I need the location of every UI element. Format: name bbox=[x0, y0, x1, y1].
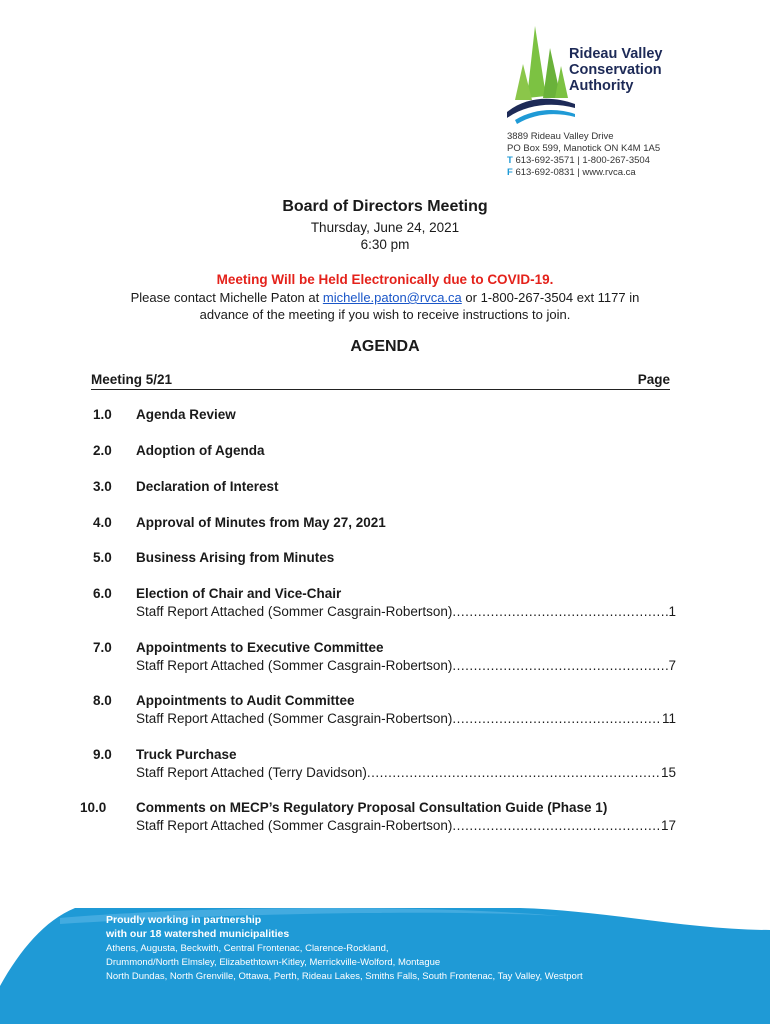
item-title: Declaration of Interest bbox=[136, 479, 279, 494]
dot-leader bbox=[452, 658, 668, 673]
item-detail-row bbox=[136, 765, 676, 780]
item-title: Election of Chair and Vice-Chair bbox=[136, 586, 342, 601]
contact-email-link[interactable]: michelle.paton@rvca.ca bbox=[322, 290, 462, 305]
item-title: Business Arising from Minutes bbox=[136, 550, 335, 565]
dot-leader bbox=[367, 765, 661, 780]
footer-line4: Drummond/North Elmsley, Elizabethtown-Kitley, Merrickville-Wolford, Montague bbox=[106, 957, 441, 968]
rvca-logo-icon bbox=[505, 26, 575, 126]
item-page: 11 bbox=[661, 711, 676, 726]
item-title: Appointments to Audit Committee bbox=[136, 693, 355, 708]
footer-line5: North Dundas, North Grenville, Ottawa, Perth, Rideau Lakes, Smiths Falls, South Frontenac, Tay Valley, Westport bbox=[106, 971, 583, 982]
item-number: 4.0 bbox=[93, 515, 112, 530]
meeting-label: Meeting 5/21 bbox=[91, 372, 173, 387]
footer-line1: Proudly working in partnership bbox=[106, 914, 262, 926]
item-page: 7 bbox=[668, 658, 676, 673]
dot-leader bbox=[452, 604, 668, 619]
meeting-date: Thursday, June 24, 2021 bbox=[310, 220, 460, 235]
item-number: 1.0 bbox=[93, 407, 112, 422]
meeting-title: Board of Directors Meeting bbox=[282, 198, 488, 215]
item-detail-row bbox=[136, 658, 676, 673]
item-title: Approval of Minutes from May 27, 2021 bbox=[136, 515, 386, 530]
item-detail-row bbox=[136, 604, 676, 619]
contact-before: Please contact Michelle Paton at bbox=[130, 290, 323, 305]
dot-leader bbox=[452, 818, 661, 833]
meeting-row bbox=[91, 372, 670, 390]
item-page: 1 bbox=[668, 604, 676, 619]
item-detail: Staff Report Attached (Sommer Casgrain-Robertson) bbox=[136, 604, 453, 619]
item-detail: Staff Report Attached (Terry Davidson) bbox=[136, 765, 367, 780]
org-name-line1: Rideau Valley bbox=[569, 46, 663, 62]
item-page: 15 bbox=[660, 765, 676, 780]
org-name-line3: Authority bbox=[569, 78, 634, 94]
phone-prefix: T bbox=[507, 155, 513, 166]
address-fax bbox=[507, 167, 636, 179]
item-number: 8.0 bbox=[93, 693, 112, 708]
agenda-heading: AGENDA bbox=[350, 338, 420, 355]
item-page: 17 bbox=[660, 818, 676, 833]
item-detail-row bbox=[136, 818, 676, 833]
page-label: Page bbox=[637, 372, 670, 387]
item-detail: Staff Report Attached (Sommer Casgrain-Robertson) bbox=[136, 658, 453, 673]
phone-text: 613-692-3571 | 1-800-267-3504 bbox=[515, 155, 650, 166]
item-title: Comments on MECP’s Regulatory Proposal Consultation Guide (Phase 1) bbox=[136, 800, 608, 815]
contact-line1 bbox=[0, 290, 770, 305]
item-title: Appointments to Executive Committee bbox=[136, 640, 384, 655]
item-title: Agenda Review bbox=[136, 407, 236, 422]
item-detail: Staff Report Attached (Sommer Casgrain-Robertson) bbox=[136, 711, 453, 726]
org-name-line2: Conservation bbox=[569, 62, 662, 78]
item-title: Truck Purchase bbox=[136, 747, 237, 762]
item-number: 10.0 bbox=[80, 800, 107, 815]
fax-prefix: F bbox=[507, 167, 513, 178]
address-line2: PO Box 599, Manotick ON K4M 1A5 bbox=[507, 143, 661, 154]
dot-leader bbox=[452, 711, 662, 726]
footer-line3: Athens, Augusta, Beckwith, Central Frontenac, Clarence-Rockland, bbox=[106, 943, 389, 954]
item-number: 7.0 bbox=[93, 640, 112, 655]
address-line1: 3889 Rideau Valley Drive bbox=[507, 131, 614, 142]
item-detail: Staff Report Attached (Sommer Casgrain-Robertson) bbox=[136, 818, 453, 833]
item-number: 3.0 bbox=[93, 479, 112, 494]
item-number: 6.0 bbox=[93, 586, 112, 601]
item-number: 2.0 bbox=[93, 443, 112, 458]
address-phone bbox=[507, 155, 650, 167]
footer-line2: with our 18 watershed municipalities bbox=[106, 928, 290, 940]
covid-notice: Meeting Will be Held Electronically due to COVID-19. bbox=[216, 272, 554, 287]
contact-line2: advance of the meeting if you wish to receive instructions to join. bbox=[199, 307, 571, 322]
item-title: Adoption of Agenda bbox=[136, 443, 265, 458]
contact-after: or 1-800-267-3504 ext 1177 in bbox=[461, 290, 640, 305]
item-number: 9.0 bbox=[93, 747, 112, 762]
fax-text: 613-692-0831 | www.rvca.ca bbox=[515, 167, 636, 178]
item-detail-row bbox=[136, 711, 676, 726]
meeting-time: 6:30 pm bbox=[360, 237, 410, 252]
item-number: 5.0 bbox=[93, 550, 112, 565]
